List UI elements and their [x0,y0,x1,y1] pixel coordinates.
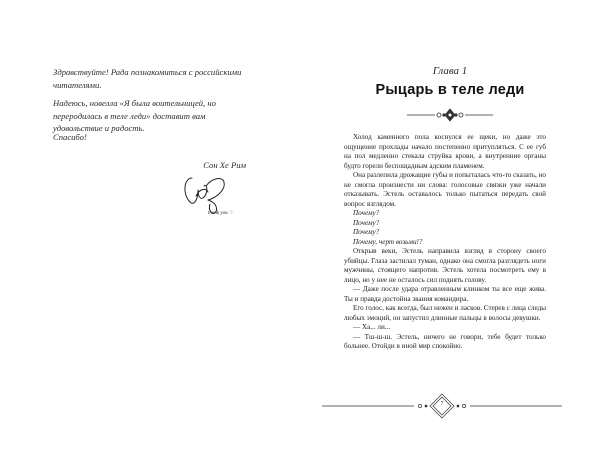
paragraph: — Тш-ш-ш. Эстель, ничего не говори, тебе будет только больнее. Отойди в иной мир спокойно. [344,332,546,350]
chapter-title: Рыцарь в теле леди [375,82,525,98]
paragraph: — Ха... ли... [353,323,391,331]
paragraph: Почему? [353,218,380,227]
chapter-body-text [344,133,546,352]
paragraph: Открыв веки, Эстель направила взгляд в сторону своего убийцы. Глаза застилал туман, однако она смогла разглядеть ноги мужчины, стоящего напротив. Эстель хотела посмотреть ему в лицо, но у нее не осталось сил поднять голову. [344,247,546,284]
paragraph: Почему? [353,209,380,217]
svg-text:thank you ♡: thank you ♡ [208,211,234,216]
page-number: 7 [440,401,444,407]
paragraph: Почему, черт возьми!? [353,237,423,246]
paragraph: Она разлепила дрожащие губы и попыталась что-то сказать, но не смогла произнести ни слова: голосовые связки уже начали отказывать. Эстель оставалось только пытаться передать свой вопрос взглядом. [344,171,546,208]
ornament-divider-icon [405,105,495,125]
greeting-paragraph: Здравствуйте! Рада познакомиться с российскими читателями. [53,67,242,90]
author-name: Сон Хе Рим [203,160,246,170]
wish-paragraph: Надеюсь, новелла «Я была воительницей, но переродилась в теле леди» доставит вам удовольствие и радость. [53,98,216,133]
chapter-number: Глава 1 [432,65,468,77]
signature-icon [178,168,238,216]
paragraph: Его голос, как всегда, был нежен и ласков. Стерев с лица следы любых эмоций, он запустил длинные пальцы в волосы девушки. [344,304,546,322]
paragraph: Холод каменного пола коснулся ее щеки, но даже это ощущение прохлады начало постепенно притупляться. С ее губ на пол медленно стекала струйка крови, а внутренние органы будто горели беспощадным адским пламенем. [344,133,546,170]
thanks-paragraph: Спасибо! [53,132,87,142]
paragraph: Почему? [353,228,380,236]
paragraph: — Даже после удара отравленным клинком ты все еще жива. Ты и правда достойна звания командира. [344,285,546,303]
